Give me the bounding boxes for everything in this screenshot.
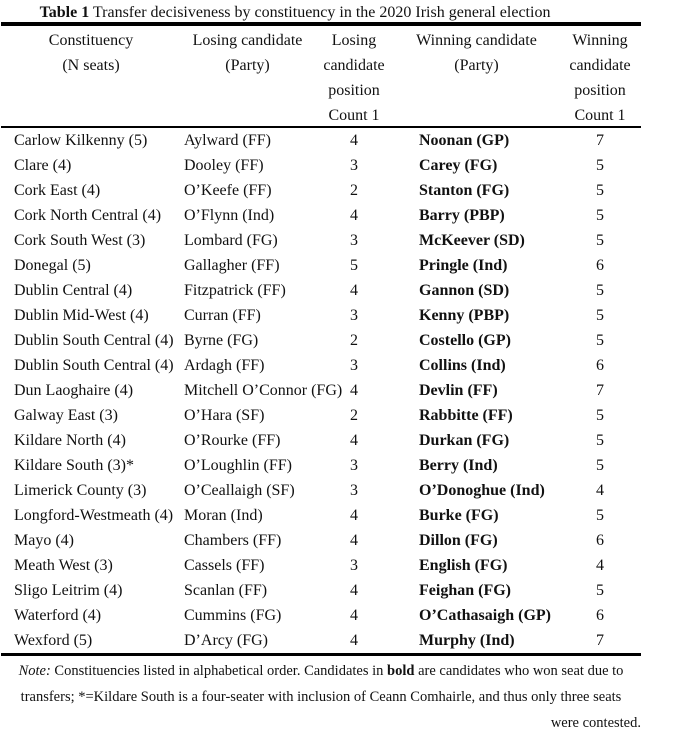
cell-losing-position: 4 [350, 132, 358, 149]
cell-losing-candidate: O’Loughlin (FF) [184, 457, 292, 474]
cell-losing-position: 4 [350, 382, 358, 399]
note-segment: bold [387, 663, 415, 679]
cell-winning-candidate: O’Donoghue (Ind) [419, 482, 545, 499]
cell-losing-position: 2 [350, 182, 358, 199]
cell-losing-position: 3 [350, 307, 358, 324]
cell-constituency: Longford-Westmeath (4) [14, 507, 174, 524]
cell-losing-candidate: O’Ceallaigh (SF) [184, 482, 295, 499]
cell-constituency: Mayo (4) [14, 532, 74, 549]
cell-losing-position: 4 [350, 632, 358, 649]
cell-constituency: Dublin Mid-West (4) [14, 307, 149, 324]
title-segment: Table 1 [39, 4, 90, 21]
cell-constituency: Waterford (4) [14, 607, 102, 624]
cell-winning-candidate: Costello (GP) [419, 332, 511, 349]
table-row [1, 628, 641, 653]
cell-losing-position: 4 [350, 607, 358, 624]
cell-winning-candidate: Kenny (PBP) [419, 307, 510, 324]
note-line [1, 710, 641, 732]
cell-winning-candidate: Feighan (FG) [419, 582, 511, 599]
cell-winning-candidate: Pringle (Ind) [419, 257, 508, 274]
table-row [1, 278, 641, 303]
cell-winning-candidate: Rabbitte (FF) [419, 407, 513, 424]
cell-winning-position: 5 [596, 582, 604, 599]
table-row [1, 528, 641, 553]
table-row [1, 603, 641, 628]
cell-winning-candidate: Durkan (FG) [419, 432, 510, 449]
cell-constituency: Galway East (3) [14, 407, 118, 424]
cell-winning-candidate: Dillon (FG) [419, 532, 498, 549]
cell-losing-candidate: Scanlan (FF) [184, 582, 268, 599]
cell-constituency: Limerick County (3) [14, 482, 147, 499]
cell-losing-candidate: O’Keefe (FF) [184, 182, 272, 199]
cell-constituency: Dun Laoghaire (4) [14, 382, 134, 399]
cell-constituency: Dublin South Central (4) [14, 357, 174, 374]
cell-constituency: Kildare North (4) [14, 432, 126, 449]
header-cell-col4 [394, 26, 559, 128]
cell-losing-candidate: Moran (Ind) [184, 507, 263, 524]
cell-winning-candidate: O’Cathasaigh (GP) [419, 607, 551, 624]
table-bottom-rule [1, 653, 641, 656]
header-line: candidate [323, 57, 385, 74]
cell-winning-candidate: English (FG) [419, 557, 508, 574]
cell-constituency: Kildare South (3)* [14, 457, 134, 474]
table-title [1, 0, 589, 22]
note-line [1, 658, 641, 684]
table-row [1, 203, 641, 228]
cell-winning-candidate: Burke (FG) [419, 507, 499, 524]
cell-winning-position: 7 [596, 382, 604, 399]
cell-winning-candidate: Noonan (GP) [419, 132, 510, 149]
cell-winning-position: 7 [596, 132, 604, 149]
table-row [1, 253, 641, 278]
cell-winning-candidate: McKeever (SD) [419, 232, 525, 249]
table-row [1, 578, 641, 603]
title-segment: Transfer decisiveness by constituency in the 2020 Irish general election [89, 4, 551, 21]
header-cell-col3 [314, 26, 394, 128]
note-segment: transfers; *=Kildare South is a four-seater with inclusion of Ceann Comhairle, and thus only three seats [20, 689, 622, 705]
table-row [1, 378, 641, 403]
cell-losing-position: 3 [350, 232, 358, 249]
cell-losing-candidate: Cassels (FF) [184, 557, 265, 574]
header-line: Constituency [48, 32, 134, 49]
table-row [1, 453, 641, 478]
table-row [1, 128, 641, 153]
cell-winning-candidate: Stanton (FG) [419, 182, 510, 199]
table-row [1, 428, 641, 453]
table-row [1, 553, 641, 578]
header-line: Losing candidate [192, 32, 303, 49]
cell-winning-position: 7 [596, 632, 604, 649]
cell-losing-candidate: Chambers (FF) [184, 532, 282, 549]
cell-constituency: Cork North Central (4) [14, 207, 162, 224]
cell-losing-candidate: Curran (FF) [184, 307, 261, 324]
cell-losing-candidate: Dooley (FF) [184, 157, 264, 174]
cell-constituency: Carlow Kilkenny (5) [14, 132, 148, 149]
header-line: Losing [331, 32, 377, 49]
table-row [1, 328, 641, 353]
cell-winning-candidate: Gannon (SD) [419, 282, 510, 299]
table-body [1, 128, 641, 653]
cell-losing-position: 3 [350, 157, 358, 174]
header-line: Winning candidate [416, 32, 537, 49]
header-line: position [328, 82, 380, 99]
cell-winning-position: 5 [596, 457, 604, 474]
cell-losing-position: 5 [350, 257, 358, 274]
table-row [1, 153, 641, 178]
cell-winning-position: 4 [596, 557, 604, 574]
cell-winning-candidate: Carey (FG) [419, 157, 498, 174]
cell-winning-position: 5 [596, 182, 604, 199]
note-segment: Constituencies listed in alphabetical order. Candidates in [50, 663, 388, 679]
cell-constituency: Clare (4) [14, 157, 72, 174]
cell-winning-position: 6 [596, 257, 604, 274]
cell-losing-candidate: Byrne (FG) [184, 332, 259, 349]
table-row [1, 228, 641, 253]
cell-losing-position: 4 [350, 532, 358, 549]
table-block [1, 0, 641, 732]
cell-losing-position: 3 [350, 482, 358, 499]
cell-losing-candidate: O’Flynn (Ind) [184, 207, 275, 224]
cell-losing-position: 4 [350, 207, 358, 224]
table-row [1, 178, 641, 203]
cell-losing-position: 2 [350, 332, 358, 349]
cell-losing-candidate: Ardagh (FF) [184, 357, 265, 374]
cell-losing-candidate: Fitzpatrick (FF) [184, 282, 286, 299]
note-line [1, 684, 641, 710]
header-cell-col1 [1, 26, 181, 128]
cell-winning-position: 5 [596, 332, 604, 349]
cell-losing-position: 3 [350, 457, 358, 474]
cell-constituency: Meath West (3) [14, 557, 113, 574]
cell-winning-candidate: Collins (Ind) [419, 357, 506, 374]
table-row [1, 503, 641, 528]
cell-losing-position: 4 [350, 282, 358, 299]
cell-losing-position: 4 [350, 432, 358, 449]
cell-winning-candidate: Barry (PBP) [419, 207, 505, 224]
header-line: (N seats) [62, 57, 120, 74]
cell-winning-candidate: Devlin (FF) [419, 382, 498, 399]
header-line: position [574, 82, 626, 99]
table-row [1, 403, 641, 428]
header-line: Count 1 [574, 107, 626, 124]
cell-losing-candidate: Mitchell O’Connor (FG) [184, 382, 343, 399]
cell-winning-position: 5 [596, 432, 604, 449]
cell-losing-position: 3 [350, 357, 358, 374]
cell-losing-candidate: O’Hara (SF) [184, 407, 265, 424]
cell-winning-candidate: Berry (Ind) [419, 457, 498, 474]
cell-constituency: Cork East (4) [14, 182, 101, 199]
cell-winning-position: 5 [596, 407, 604, 424]
cell-winning-position: 5 [596, 157, 604, 174]
cell-losing-candidate: Cummins (FG) [184, 607, 282, 624]
header-line: candidate [569, 57, 631, 74]
table-note [1, 658, 641, 732]
cell-winning-position: 5 [596, 282, 604, 299]
cell-winning-position: 4 [596, 482, 604, 499]
cell-constituency: Cork South West (3) [14, 232, 146, 249]
cell-constituency: Sligo Leitrim (4) [14, 582, 123, 599]
cell-losing-candidate: Gallagher (FF) [184, 257, 280, 274]
header-cell-col5 [559, 26, 641, 128]
cell-winning-position: 5 [596, 307, 604, 324]
cell-winning-position: 6 [596, 357, 604, 374]
cell-constituency: Wexford (5) [14, 632, 93, 649]
note-segment: Note: [18, 663, 51, 679]
cell-losing-position: 2 [350, 407, 358, 424]
cell-losing-position: 4 [350, 582, 358, 599]
cell-winning-position: 6 [596, 532, 604, 549]
cell-constituency: Dublin Central (4) [14, 282, 133, 299]
header-line: Count 1 [328, 107, 380, 124]
note-segment: were contested. [550, 715, 641, 731]
cell-losing-position: 3 [350, 557, 358, 574]
cell-losing-candidate: O’Rourke (FF) [184, 432, 281, 449]
note-segment: are candidates who won seat due to [414, 663, 624, 679]
cell-winning-position: 6 [596, 607, 604, 624]
header-line: (Party) [454, 57, 499, 74]
cell-winning-position: 5 [596, 507, 604, 524]
cell-losing-candidate: Lombard (FG) [184, 232, 278, 249]
cell-winning-position: 5 [596, 207, 604, 224]
cell-constituency: Donegal (5) [14, 257, 91, 274]
header-line: Winning [572, 32, 628, 49]
cell-losing-candidate: D’Arcy (FG) [184, 632, 268, 649]
cell-losing-position: 4 [350, 507, 358, 524]
header-line: (Party) [225, 57, 270, 74]
cell-winning-candidate: Murphy (Ind) [419, 632, 515, 649]
table-row [1, 353, 641, 378]
cell-losing-candidate: Aylward (FF) [184, 132, 271, 149]
cell-constituency: Dublin South Central (4) [14, 332, 174, 349]
table-row [1, 478, 641, 503]
cell-winning-position: 5 [596, 232, 604, 249]
header-cell-col2 [181, 26, 314, 128]
table-row [1, 303, 641, 328]
table-header-row [1, 26, 641, 126]
